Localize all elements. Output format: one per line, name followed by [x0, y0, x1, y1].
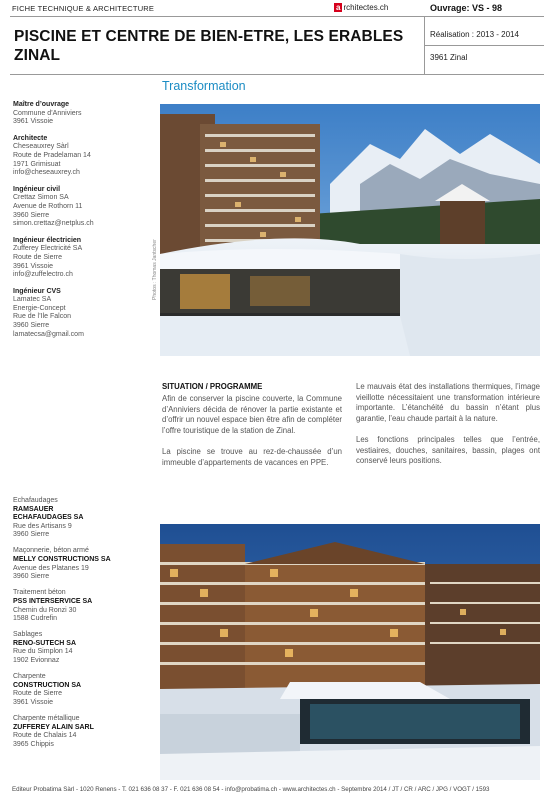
- contractor-trade: Sablages: [13, 631, 43, 639]
- contractor-address: 3961 Vissoie: [13, 698, 53, 706]
- credit-entry: [13, 288, 153, 340]
- contractor-address: Rue du Simplon 14: [13, 648, 73, 656]
- header-rule-bottom: [10, 74, 544, 75]
- credit-role: Architecte: [13, 134, 48, 142]
- credit-role: Ingénieur civil: [13, 185, 61, 193]
- section-heading: Transformation: [162, 79, 246, 93]
- header-rule-mid: [424, 45, 544, 46]
- situation-title: SITUATION / PROGRAMME: [162, 382, 263, 391]
- situation-text-col1: Afin de conserver la piscine couverte, la Commune d’Anniviers décida de rénover la partie existante et d’offrir un nouvel espace bien être afin de compléter l’offre touristique de la station de Zinal. La piscine se trouve au rez-de-chaussée d’un immeuble d’appartements de vacances en PPE.: [162, 394, 342, 467]
- contractor-entry: [13, 547, 158, 581]
- credit-entry: [13, 101, 153, 127]
- credit-line: Rue de l’Ile Falcon: [13, 313, 71, 321]
- credit-line: Commune d’Anniviers: [13, 109, 82, 117]
- page-title: PISCINE ET CENTRE DE BIEN-ETRE, LES ERABLES ZINAL: [14, 28, 404, 64]
- credit-line: Energie-Concept: [13, 304, 66, 312]
- category-label: FICHE TECHNIQUE & ARCHITECTURE: [12, 4, 155, 13]
- credit-line: lamatecsa@gmail.com: [13, 330, 84, 338]
- credit-line: Lamatec SA: [13, 296, 52, 304]
- credit-role: Ingénieur électricien: [13, 236, 82, 244]
- contractor-address: Route de Chalais 14: [13, 732, 77, 740]
- contractor-entry: [13, 715, 158, 749]
- credit-line: Route de Pradelaman 14: [13, 151, 91, 159]
- credit-line: 3961 Vissoie: [13, 262, 53, 270]
- contractor-address: 1902 Evionnaz: [13, 657, 60, 664]
- credit-line: info@cheseauxrey.ch: [13, 169, 80, 177]
- contractors-list: [13, 497, 158, 757]
- credit-line: Crettaz Simon SA: [13, 194, 69, 202]
- credit-line: Zufferey Electricité SA: [13, 245, 83, 253]
- credit-line: info@zuffelectro.ch: [13, 271, 73, 279]
- exterior-photo-dusk: [160, 524, 540, 780]
- credit-line: Cheseauxrey Sàrl: [13, 143, 69, 151]
- credit-line: Avenue de Rothorn 11: [13, 202, 83, 210]
- realisation-dates: Réalisation : 2013 - 2014: [430, 30, 519, 39]
- contractor-company: ECHAFAUDAGES SA: [13, 514, 84, 522]
- credits-list: [13, 101, 153, 347]
- ouvrage-number: Ouvrage: VS - 98: [430, 3, 503, 13]
- contractor-entry: [13, 497, 158, 540]
- footer-publisher: Editeur Probatima Sàrl - 1020 Renens - T. 021 636 08 37 - F. 021 636 08 54 - info@probatima.ch - www.architectes.ch - Septembre 2014 / JT / CR / ARC / JPG / VOGT / 1593: [12, 786, 490, 793]
- contractor-address: Route de Sierre: [13, 690, 63, 698]
- credit-line: 3960 Sierre: [13, 322, 50, 330]
- exterior-photo-winter: [160, 104, 540, 356]
- credit-line: 3961 Vissoie: [13, 118, 53, 126]
- contractor-trade: Traitement béton: [13, 589, 66, 597]
- contractor-trade: Charpente métallique: [13, 714, 80, 722]
- credit-entry: [13, 237, 153, 280]
- credit-role: Ingénieur CVS: [13, 287, 61, 295]
- credit-entry: [13, 186, 153, 229]
- contractor-company: CONSTRUCTION SA: [13, 681, 82, 689]
- situation-text-col2: Le mauvais état des installations thermiques, l’image vieillotte nécessitaient une transformation intérieure importante. L’étanchéité du bassin n’étant plus garantie, l’eau chaude partait à la nature. Les fonctions principales telles que l’entrée, vestiaires, douches, sanitaires, bassin, plages ont conservé leurs positions.: [356, 382, 540, 466]
- contractor-address: 3965 Chippis: [13, 740, 54, 748]
- header-rule-top: [10, 16, 544, 17]
- contractor-trade: Echafaudages: [13, 497, 58, 504]
- credit-role: Maître d’ouvrage: [13, 101, 70, 108]
- contractor-company: MELLY CONSTRUCTIONS SA: [13, 556, 111, 564]
- contractor-address: Avenue des Platanes 19: [13, 564, 89, 572]
- contractor-entry: [13, 673, 158, 707]
- credit-line: simon.crettaz@netplus.ch: [13, 220, 94, 228]
- contractor-trade: Maçonnerie, béton armé: [13, 547, 89, 555]
- credit-entry: [13, 135, 153, 178]
- contractor-address: Chemin du Ronzi 30: [13, 606, 77, 614]
- contractor-address: Rue des Artisans 9: [13, 522, 72, 530]
- contractor-address: 1588 Cudrefin: [13, 615, 57, 623]
- location: 3961 Zinal: [430, 53, 468, 62]
- contractor-company: RENO-SUTECH SA: [13, 639, 77, 647]
- contractor-company: PSS INTERSERVICE SA: [13, 597, 93, 605]
- contractor-company: ZUFFEREY ALAIN SARL: [13, 723, 94, 731]
- contractor-address: 3960 Sierre: [13, 573, 50, 581]
- architectes-logo: a rchitectes.ch: [336, 3, 389, 12]
- credit-line: 3960 Sierre: [13, 211, 50, 219]
- photo-credit: Photos : Thomas Jantscher: [152, 239, 158, 300]
- contractor-entry: [13, 631, 158, 665]
- contractor-trade: Charpente: [13, 673, 46, 681]
- credit-line: Route de Sierre: [13, 253, 63, 261]
- contractor-entry: [13, 589, 158, 623]
- credit-line: 1971 Grimisuat: [13, 160, 61, 168]
- contractor-company: RAMSAUER: [13, 505, 54, 513]
- contractor-address: 3960 Sierre: [13, 531, 50, 539]
